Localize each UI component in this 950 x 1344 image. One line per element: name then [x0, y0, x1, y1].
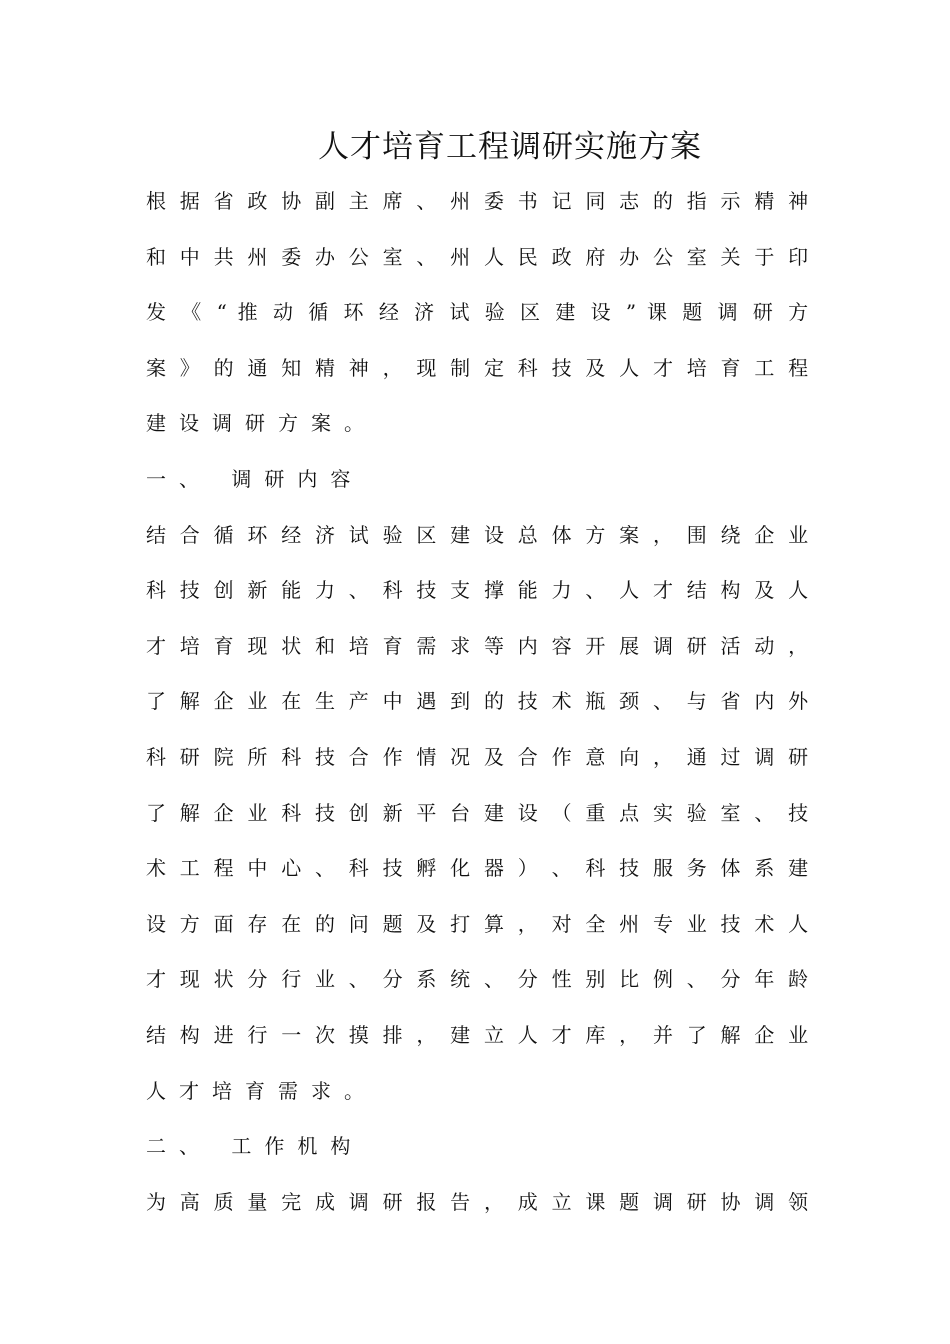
body-line: 术 工 程 中 心 、 科 技 孵 化 器 ） 、 科 技 服 务 体 系 建 — [146, 856, 808, 881]
body-line: 结 构 进 行 一 次 摸 排 ， 建 立 人 才 库 ， 并 了 解 企 业 — [146, 1022, 808, 1047]
body-line: 了 解 企 业 在 生 产 中 遇 到 的 技 术 瓶 颈 、 与 省 内 外 — [146, 689, 808, 714]
body-line: 一、 调研内容 — [146, 466, 364, 491]
document-body — [146, 174, 808, 1230]
body-line: 建设调研方案。 — [146, 411, 377, 436]
body-line: 才 培 育 现 状 和 培 育 需 求 等 内 容 开 展 调 研 活 动 ， — [146, 633, 808, 658]
body-line: 根 据 省 政 协 副 主 席 、 州 委 书 记 同 志 的 指 示 精 神 — [146, 189, 808, 213]
body-line: 案 》 的 通 知 精 神 ， 现 制 定 科 技 及 人 才 培 育 工 程 — [146, 355, 808, 380]
body-line: 人才培育需求。 — [146, 1078, 377, 1103]
document-title: 人才培育工程调研实施方案 — [318, 129, 702, 165]
body-line: 设 方 面 存 在 的 问 题 及 打 算 ， 对 全 州 专 业 技 术 人 — [146, 911, 808, 936]
body-line: 结 合 循 环 经 济 试 验 区 建 设 总 体 方 案 ， 围 绕 企 业 — [146, 522, 808, 547]
body-line: 科 技 创 新 能 力 、 科 技 支 撑 能 力 、 人 才 结 构 及 人 — [146, 578, 808, 603]
body-line: 才 现 状 分 行 业 、 分 系 统 、 分 性 别 比 例 、 分 年 龄 — [146, 967, 808, 992]
body-line: 二、 工作机构 — [146, 1134, 364, 1159]
body-line: 为 高 质 量 完 成 调 研 报 告 ， 成 立 课 题 调 研 协 调 领 — [146, 1189, 808, 1214]
body-line: 发 《 “ 推 动 循 环 经 济 试 验 区 建 设 ” 课 题 调 研 方 — [146, 300, 808, 325]
body-line: 了 解 企 业 科 技 创 新 平 台 建 设 （ 重 点 实 验 室 、 技 — [146, 800, 808, 825]
body-line: 科 研 院 所 科 技 合 作 情 况 及 合 作 意 向 ， 通 过 调 研 — [146, 744, 808, 769]
body-line: 和 中 共 州 委 办 公 室 、 州 人 民 政 府 办 公 室 关 于 印 — [146, 244, 808, 269]
